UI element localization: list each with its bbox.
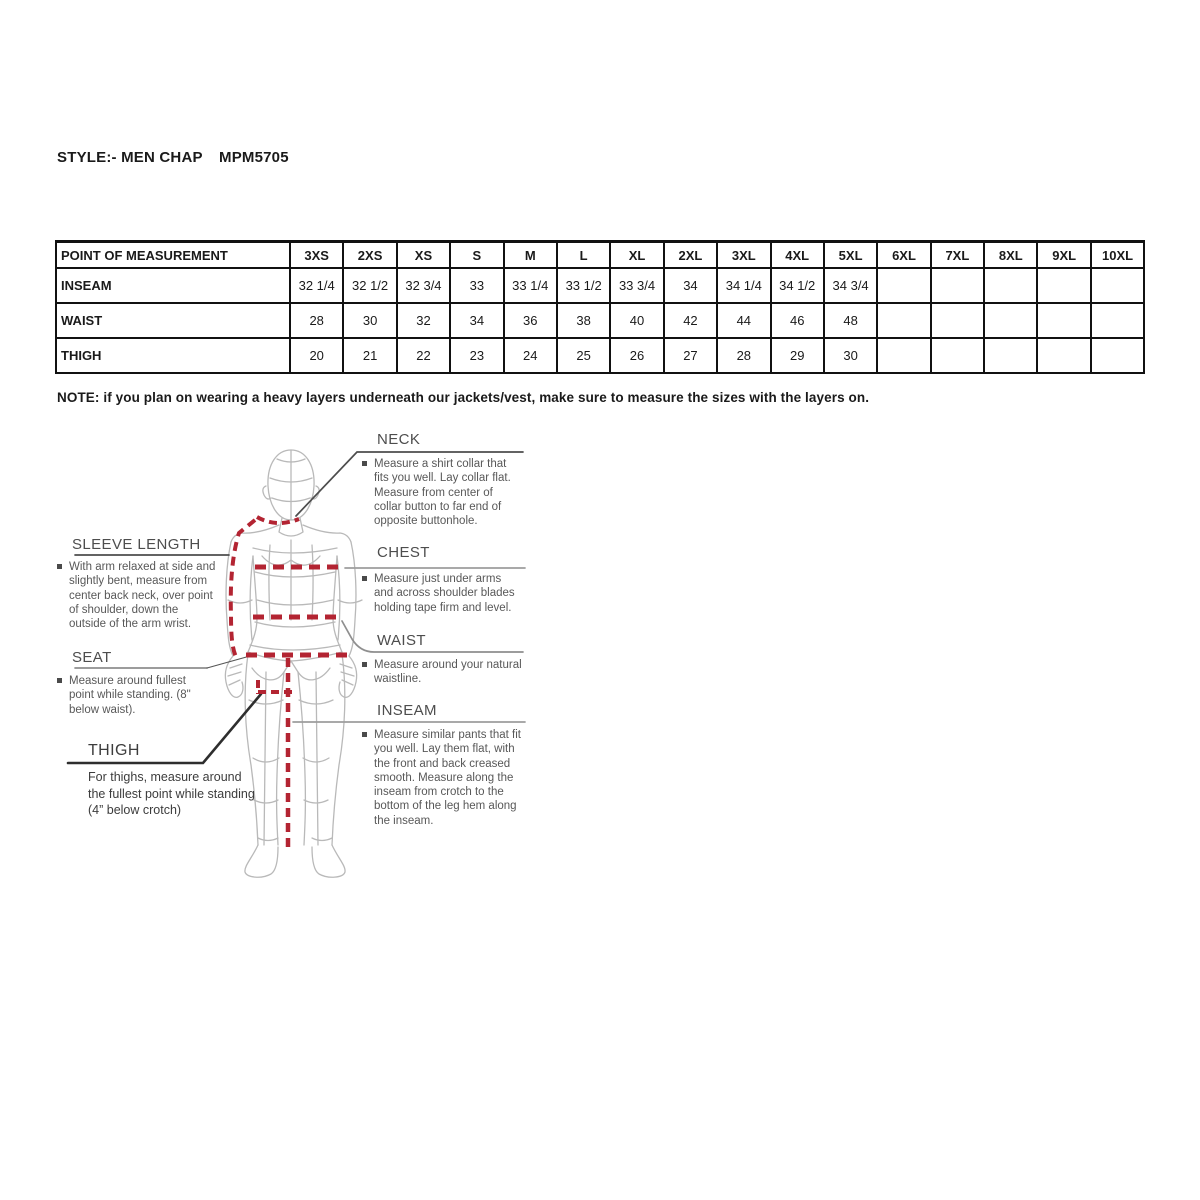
chest-label-text: Measure just under arms and across shoulder blades holding tape firm and level. <box>374 573 515 614</box>
size-value-cell: 28 <box>290 303 343 338</box>
bullet-square-icon <box>362 576 367 581</box>
size-value-cell: 21 <box>343 338 396 373</box>
size-value-cell: 34 <box>664 268 717 303</box>
waist-label-title: WAIST <box>377 632 426 649</box>
chest-label-title: CHEST <box>377 544 430 561</box>
size-value-cell: 33 <box>450 268 503 303</box>
inseam-label <box>362 728 522 828</box>
column-header: S <box>450 242 503 269</box>
size-value-cell: 32 1/4 <box>290 268 343 303</box>
sleeve-length-label-text: With arm relaxed at side and slightly bent, measure from center back neck, over point of shoulder, down the outside of the arm wrist. <box>69 561 216 631</box>
column-header: L <box>557 242 610 269</box>
size-value-cell: 26 <box>610 338 663 373</box>
column-header: POINT OF MEASUREMENT <box>56 242 290 269</box>
size-value-cell: 48 <box>824 303 877 338</box>
seat-label-text: Measure around fullest point while standing. (8" below waist). <box>69 675 191 716</box>
size-value-cell: 23 <box>450 338 503 373</box>
table-row <box>56 338 1144 373</box>
size-value-cell: 38 <box>557 303 610 338</box>
size-value-cell: 34 <box>450 303 503 338</box>
size-value-cell: 46 <box>771 303 824 338</box>
size-value-cell <box>984 268 1037 303</box>
size-value-cell <box>877 338 930 373</box>
column-header: 9XL <box>1037 242 1090 269</box>
size-value-cell: 34 1/4 <box>717 268 770 303</box>
size-value-cell <box>877 303 930 338</box>
column-header: 2XL <box>664 242 717 269</box>
column-header: 3XS <box>290 242 343 269</box>
note-text: NOTE: if you plan on wearing a heavy layers underneath our jackets/vest, make sure to measure the sizes with the layers on. <box>57 390 870 405</box>
column-header: 6XL <box>877 242 930 269</box>
size-chart <box>55 240 1143 374</box>
seat-label-title: SEAT <box>72 649 112 666</box>
neck-dash-line <box>257 517 299 523</box>
size-value-cell: 32 1/2 <box>343 268 396 303</box>
bullet-square-icon <box>362 732 367 737</box>
row-label: INSEAM <box>56 268 290 303</box>
size-chart-header-row <box>56 242 1144 269</box>
size-value-cell: 30 <box>824 338 877 373</box>
bullet-square-icon <box>57 564 62 569</box>
size-value-cell: 36 <box>504 303 557 338</box>
document-style-title: STYLE:- MEN CHAP <box>57 149 203 166</box>
thigh-label-title: THIGH <box>88 742 140 759</box>
size-value-cell: 42 <box>664 303 717 338</box>
column-header: 10XL <box>1091 242 1144 269</box>
row-label: WAIST <box>56 303 290 338</box>
waist-label-text: Measure around your natural waistline. <box>374 659 522 686</box>
size-value-cell: 33 1/2 <box>557 268 610 303</box>
size-value-cell: 32 <box>397 303 450 338</box>
size-value-cell: 27 <box>664 338 717 373</box>
size-value-cell <box>1037 268 1090 303</box>
size-value-cell <box>984 338 1037 373</box>
column-header: XS <box>397 242 450 269</box>
size-value-cell <box>931 338 984 373</box>
sleeve-length-label-title: SLEEVE LENGTH <box>72 536 201 553</box>
size-value-cell <box>984 303 1037 338</box>
size-value-cell <box>877 268 930 303</box>
size-value-cell: 22 <box>397 338 450 373</box>
column-header: 8XL <box>984 242 1037 269</box>
column-header: 3XL <box>717 242 770 269</box>
size-value-cell: 33 1/4 <box>504 268 557 303</box>
bullet-square-icon <box>57 678 62 683</box>
table-row <box>56 268 1144 303</box>
size-value-cell: 32 3/4 <box>397 268 450 303</box>
size-chart-table <box>55 240 1145 374</box>
waist-leader-line <box>342 621 523 652</box>
row-label: THIGH <box>56 338 290 373</box>
bullet-square-icon <box>362 662 367 667</box>
thigh-label-text: For thighs, measure around the fullest point while standing (4” below crotch) <box>88 770 255 817</box>
column-header: 2XS <box>343 242 396 269</box>
inseam-label-text: Measure similar pants that fit you well. Lay them flat, with the front and back creased smooth. Measure along the inseam from crotch to the bottom of the leg hem along the inseam. <box>374 729 522 827</box>
size-value-cell: 28 <box>717 338 770 373</box>
neck-label <box>362 457 522 528</box>
column-header: M <box>504 242 557 269</box>
column-header: XL <box>610 242 663 269</box>
size-value-cell: 29 <box>771 338 824 373</box>
waist-label <box>362 658 522 687</box>
neck-label-text: Measure a shirt collar that fits you well. Lay collar flat. Measure from center of collar button to far end of opposite buttonhole. <box>374 458 511 528</box>
style-code: MPM5705 <box>219 149 289 166</box>
size-value-cell <box>1091 303 1144 338</box>
size-value-cell: 34 3/4 <box>824 268 877 303</box>
size-value-cell: 25 <box>557 338 610 373</box>
thigh-dash-line <box>258 680 296 694</box>
size-value-cell <box>931 268 984 303</box>
size-value-cell: 24 <box>504 338 557 373</box>
size-value-cell <box>1037 338 1090 373</box>
neck-label-title: NECK <box>377 431 421 448</box>
size-value-cell <box>931 303 984 338</box>
column-header: 5XL <box>824 242 877 269</box>
size-value-cell: 40 <box>610 303 663 338</box>
size-value-cell <box>1037 303 1090 338</box>
size-value-cell: 44 <box>717 303 770 338</box>
seat-leader-tail <box>207 656 250 668</box>
bullet-square-icon <box>362 461 367 466</box>
column-header: 7XL <box>931 242 984 269</box>
table-row <box>56 303 1144 338</box>
size-value-cell: 30 <box>343 303 396 338</box>
sleeve-length-label <box>57 560 217 631</box>
size-value-cell: 33 3/4 <box>610 268 663 303</box>
size-value-cell: 20 <box>290 338 343 373</box>
size-value-cell <box>1091 268 1144 303</box>
size-value-cell <box>1091 338 1144 373</box>
seat-label <box>57 674 207 717</box>
column-header: 4XL <box>771 242 824 269</box>
inseam-label-title: INSEAM <box>377 702 437 719</box>
size-value-cell: 34 1/2 <box>771 268 824 303</box>
chest-label <box>362 572 518 615</box>
sleeve-dash-line <box>231 520 255 657</box>
